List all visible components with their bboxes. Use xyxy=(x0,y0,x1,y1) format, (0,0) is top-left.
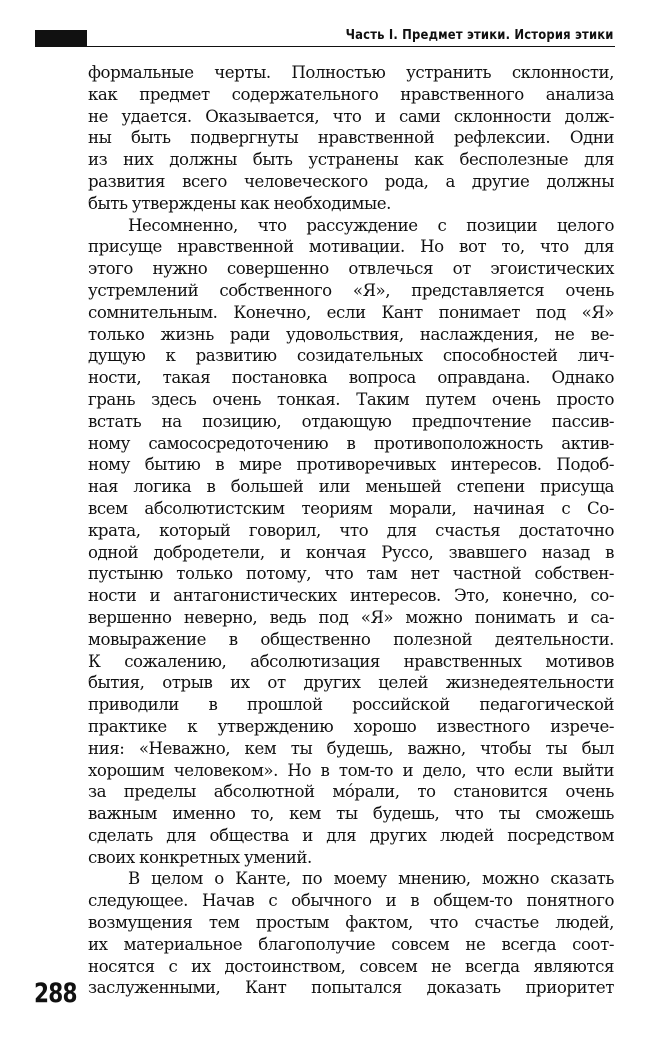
text-line: не удается. Оказывается, что и сами склонности долж- xyxy=(88,106,614,126)
text-line: этого нужно совершенно отвлечься от эгоистических xyxy=(88,259,614,279)
text-line: за пределы абсолютной мóрали, то становится очень xyxy=(88,782,614,802)
text-line: носятся с их достоинством, совсем не всегда являются xyxy=(88,956,614,976)
text-line: Несомненно, что рассуждение с позиции целого xyxy=(128,215,614,235)
header-rule xyxy=(87,46,615,47)
text-line: развития всего человеческого рода, а другие должны xyxy=(88,171,614,191)
text-line: ности, такая постановка вопроса оправдана. Однако xyxy=(88,368,614,388)
text-line: ны быть подвергнуты нравственной рефлексии. Одни xyxy=(88,128,614,148)
text-line: заслуженными, Кант попытался доказать приоритет xyxy=(88,978,614,998)
text-line: дущую к развитию созидательных способностей лич- xyxy=(88,346,614,366)
text-line: хорошим человеком». Но в том-то и дело, что если выйти xyxy=(88,760,614,780)
text-line: ния: «Неважно, кем ты будешь, важно, чтобы ты был xyxy=(88,738,614,758)
text-line: своих конкретных умений. xyxy=(88,847,312,867)
text-line: важным именно то, кем ты будешь, что ты сможешь xyxy=(88,804,614,824)
text-line: мовыражение в общественно полезной деятельности. xyxy=(88,629,614,649)
text-line: всем абсолютистским теориям морали, начиная с Со- xyxy=(88,498,614,518)
text-line: только жизнь ради удовольствия, наслаждения, не ве- xyxy=(88,324,614,344)
text-line: формальные черты. Полностью устранить склонности, xyxy=(88,63,614,82)
text-line: как предмет содержательного нравственного анализа xyxy=(88,84,614,104)
text-line: В целом о Канте, по моему мнению, можно сказать xyxy=(128,869,614,889)
text-line: грань здесь очень тонкая. Таким путем очень просто xyxy=(88,389,614,409)
text-line: устремлений собственного «Я», представляется очень xyxy=(88,280,614,300)
text-line: их материальное благополучие совсем не всегда соот- xyxy=(88,934,614,954)
text-line: одной добродетели, и кончая Руссо, звавшего назад в xyxy=(88,542,614,562)
text-line: бытия, отрыв их от других целей жизнедеятельности xyxy=(88,673,614,693)
body-text xyxy=(88,62,614,999)
text-line: крата, который говорил, что для счастья достаточно xyxy=(88,520,614,540)
text-line: возмущения тем простым фактом, что счастье людей, xyxy=(88,913,614,933)
text-line: приводили в прошлой российской педагогической xyxy=(88,695,614,715)
text-line: вершенно неверно, ведь под «Я» можно понимать и са- xyxy=(88,607,614,627)
text-line: сделать для общества и для других людей посредством xyxy=(88,825,614,845)
text-line: из них должны быть устранены как бесполезные для xyxy=(88,150,614,170)
text-line: ному самососредоточению в противоположность актив- xyxy=(88,433,614,453)
text-line: ная логика в большей или меньшей степени присуща xyxy=(88,477,614,497)
text-line: сомнительным. Конечно, если Кант понимает под «Я» xyxy=(88,302,614,322)
text-line: ности и антагонистических интересов. Это, конечно, со- xyxy=(88,586,614,606)
text-line: пустыню только потому, что там нет частной собствен- xyxy=(88,564,614,584)
text-line: быть утверждены как необходимые. xyxy=(88,193,391,213)
text-line: К сожалению, абсолютизация нравственных мотивов xyxy=(88,651,614,671)
text-line: встать на позицию, отдающую предпочтение пассив- xyxy=(88,411,614,431)
page-number: 288 xyxy=(34,978,77,1009)
text-line: присуще нравственной мотивации. Но вот то, что для xyxy=(88,237,614,257)
header-bar xyxy=(35,30,87,47)
text-line: следующее. Начав с обычного и в общем-то понятного xyxy=(88,891,614,911)
text-line: ному бытию в мире противоречивых интересов. Подоб- xyxy=(88,455,614,475)
text-line: практике к утверждению хорошо известного изрече- xyxy=(88,716,614,736)
running-head: Часть I. Предмет этики. История этики xyxy=(346,27,614,43)
